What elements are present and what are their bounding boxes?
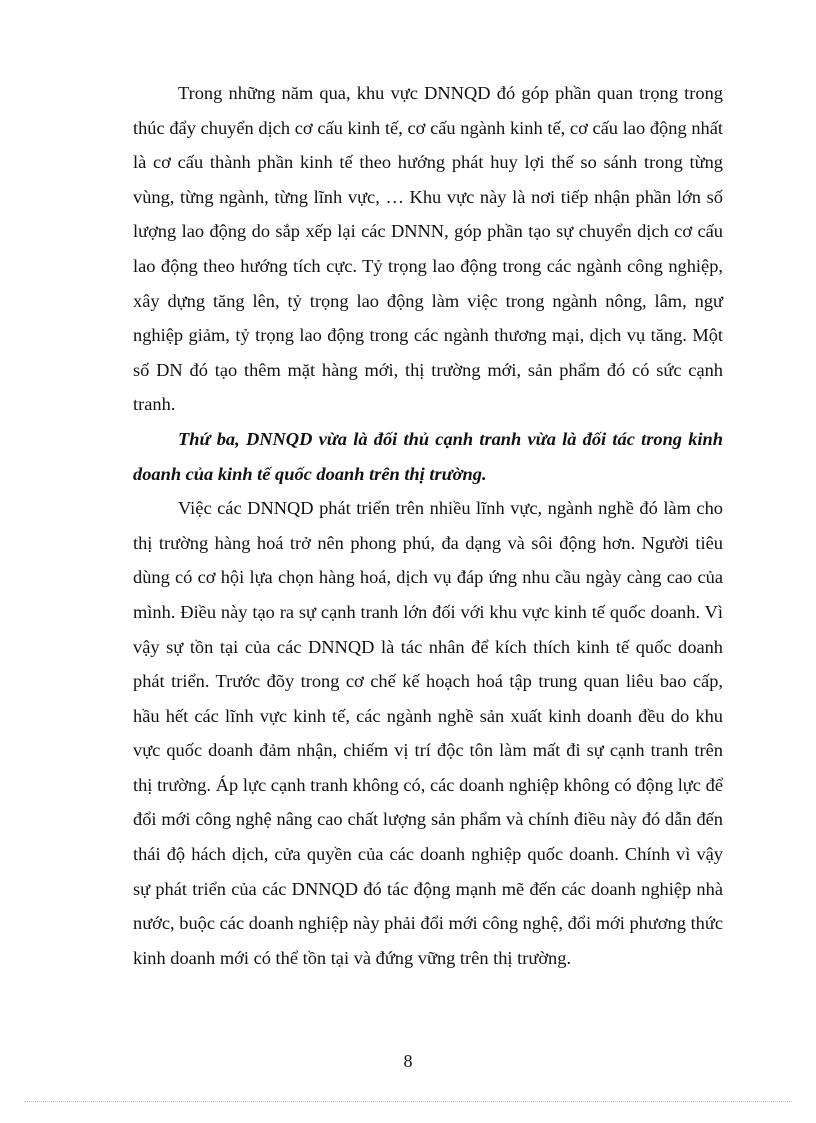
section-heading-third-point: Thứ ba, DNNQD vừa là đối thủ cạnh tranh vừa là đối tác trong kinh doanh của kinh tế quốc doanh trên thị trường. [133, 428, 723, 484]
paragraph-sector-contribution: Trong những năm qua, khu vực DNNQD đó góp phần quan trọng trong thúc đẩy chuyển dịch cơ cấu kinh tế, cơ cấu ngành kinh tế, cơ cấu lao động nhất là cơ cấu thành phần kinh tế theo hướng phát huy lợi thế so sánh trong từng vùng, từng ngành, từng lĩnh vực, … Khu vực này là nơi tiếp nhận phần lớn số lượng lao động do sắp xếp lại các DNNN, góp phần tạo sự chuyển dịch cơ cấu lao động theo hướng tích cực. Tỷ trọng lao động trong các ngành công nghiệp, xây dựng tăng lên, tỷ trọng lao động làm việc trong ngành nông, lâm, ngư nghiệp giảm, tỷ trọng lao động trong các ngành thương mại, dịch vụ tăng. Một số DN đó tạo thêm mặt hàng mới, thị trường mới, sản phẩm đó có sức cạnh tranh. [133, 83, 723, 415]
paragraph-competition: Việc các DNNQD phát triển trên nhiều lĩnh vực, ngành nghề đó làm cho thị trường hàng hoá trở nên phong phú, đa dạng và sôi động hơn. Người tiêu dùng có cơ hội lựa chọn hàng hoá, dịch vụ đáp ứng nhu cầu ngày càng cao của mình. Điều này tạo ra sự cạnh tranh lớn đối với khu vực kinh tế quốc doanh. Vì vậy sự tồn tại của các DNNQD là tác nhân để kích thích kinh tế quốc doanh phát triển. Trước đõy trong cơ chế kế hoạch hoá tập trung quan liêu bao cấp, hầu hết các lĩnh vực kinh tế, các ngành nghề sản xuất kinh doanh đều do khu vực quốc doanh đảm nhận, chiếm vị trí độc tôn làm mất đi sự cạnh tranh trên thị trường. Áp lực cạnh tranh không có, các doanh nghiệp không có động lực để đổi mới công nghệ nâng cao chất lượng sản phẩm và chính điều này đó dẫn đến thái độ hách dịch, cửa quyền của các doanh nghiệp quốc doanh. Chính vì vậy sự phát triển của các DNNQD đó tác động mạnh mẽ đến các doanh nghiệp nhà nước, buộc các doanh nghiệp này phải đổi mới công nghệ, đổi mới phương thức kinh doanh mới có thể tồn tại và đứng vững trên thị trường. [133, 498, 723, 968]
footer-divider [24, 1101, 792, 1102]
page-body [133, 76, 723, 975]
page-number: 8 [403, 1051, 413, 1071]
